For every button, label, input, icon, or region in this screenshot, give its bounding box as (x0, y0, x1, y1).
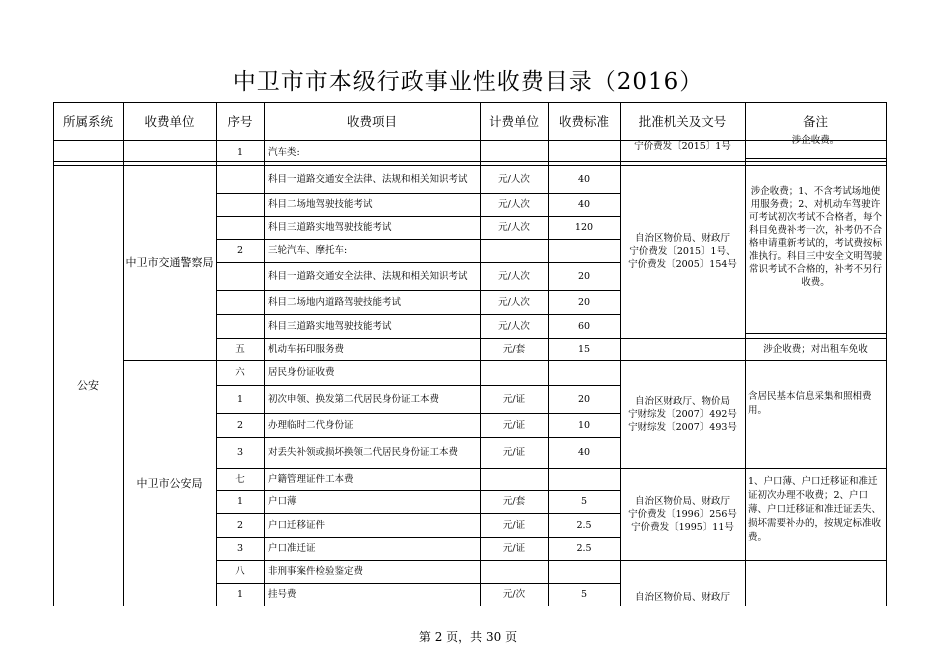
row-standard: 2.5 (576, 519, 592, 531)
row-item: 户口薄 (268, 496, 297, 507)
row-measure: 元/人次 (498, 222, 530, 233)
remark-cell: 涉企收费；对出租车免收 (763, 343, 868, 355)
system-cell: 公安 (77, 379, 99, 392)
row-measure: 元/人次 (498, 296, 530, 308)
page-title: 中卫市市本级行政事业性收费目录（2016） (232, 69, 704, 95)
row-seq: 1 (236, 496, 244, 507)
header-unit: 收费单位 (144, 113, 195, 129)
approval-line: 自治区物价局、财政厅 (634, 495, 730, 507)
header-remark: 备注 (802, 113, 828, 129)
page-footer: 第 2 页，共 30 页 (418, 630, 518, 644)
row-item: 汽车类: (268, 147, 300, 158)
approval-cell (620, 468, 745, 560)
row-standard: 40 (577, 173, 591, 185)
row-seq: 1 (236, 393, 244, 405)
remark-cell: 涉企收费。 (791, 135, 840, 146)
row-item: 对丢失补领或损坏换领二代居民身份证工本费 (268, 447, 459, 458)
row-measure: 元/证 (502, 543, 526, 554)
row-measure: 元/证 (502, 419, 526, 431)
header-approval: 批准机关及文号 (638, 113, 727, 129)
row-item: 户口迁移证件 (268, 519, 326, 531)
row-standard: 10 (577, 419, 591, 431)
row-measure: 元/证 (502, 393, 526, 405)
row-standard: 120 (574, 222, 594, 233)
row-measure: 元/套 (502, 343, 526, 355)
row-standard: 5 (580, 496, 588, 507)
row-seq: 2 (236, 519, 244, 531)
approval-line: 宁价费发〔2005〕154号 (628, 259, 737, 270)
row-item: 科目三道路实地驾驶技能考试 (268, 222, 392, 233)
row-standard: 40 (577, 199, 591, 210)
row-item: 挂号费 (268, 589, 297, 600)
header-measure: 计费单位 (488, 113, 539, 129)
row-measure: 元/人次 (498, 320, 530, 332)
row-item: 科目一道路交通安全法律、法规和相关知识考试 (268, 270, 468, 282)
row-standard: 2.5 (576, 543, 592, 554)
row-item: 办理临时二代身份证 (268, 419, 354, 431)
approval-line: 宁财综发〔2007〕492号 (628, 408, 737, 420)
row-seq: 七 (235, 473, 245, 485)
row-item: 居民身份证收费 (268, 367, 335, 378)
approval-cell: 自治区物价局、财政厅 (634, 592, 730, 603)
row-measure: 元/证 (502, 519, 526, 531)
row-standard: 20 (577, 270, 591, 282)
row-seq: 3 (236, 543, 244, 554)
approval-line: 自治区财政厅、物价局 (634, 395, 730, 407)
row-item: 户籍管理证件工本费 (268, 473, 354, 485)
row-item: 科目二场地内道路驾驶技能考试 (268, 296, 402, 308)
header-standard: 收费标准 (558, 113, 609, 129)
row-measure: 元/人次 (498, 270, 530, 282)
row-standard: 20 (577, 296, 591, 308)
remark-cell: 1、户口薄、户口迁移证和准迁证初次办理不收费；2、户口薄、户口迁移证和准迁证丢失、损坏需要补办的，按规定标准收费。 (748, 476, 882, 543)
row-seq: 3 (236, 447, 244, 458)
row-item: 初次申领、换发第二代居民身份证工本费 (268, 393, 440, 405)
row-item: 三轮汽车、摩托车: (268, 245, 348, 256)
row-item: 机动车拓印服务费 (268, 343, 345, 355)
row-standard: 5 (580, 589, 588, 600)
approval-line: 宁价费发〔1996〕256号 (628, 508, 737, 520)
row-seq: 1 (236, 589, 244, 600)
row-item: 科目三道路实地驾驶技能考试 (268, 320, 392, 332)
row-item: 科目一道路交通安全法律、法规和相关知识考试 (268, 173, 468, 185)
remark-cell: 含居民基本信息采集和照相费用。 (748, 391, 872, 416)
row-seq: 1 (236, 147, 244, 158)
row-item: 非刑事案件检验鉴定费 (268, 566, 364, 577)
header-seq: 序号 (227, 113, 253, 129)
remark-cell: 涉企收费；1、不含考试场地使用服务费；2、对机动车驾驶许可考试初次考试不合格者，每个科目免费补考一次，补考仍不合格申请重新考试的，考试费按标准执行。科目三中安全文明驾驶常识考试不合格的，补考不另行收费。 (749, 186, 883, 288)
row-seq: 2 (236, 419, 244, 431)
approval-line: 宁价费发〔1995〕11号 (631, 521, 734, 533)
row-measure: 元/证 (502, 447, 526, 458)
row-item: 科目二场地驾驶技能考试 (268, 199, 373, 210)
row-standard: 60 (577, 320, 591, 332)
row-standard: 40 (577, 447, 591, 458)
header-system: 所属系统 (62, 113, 113, 129)
header-item: 收费项目 (346, 113, 397, 129)
row-measure: 元/人次 (498, 199, 530, 210)
row-measure: 元/次 (502, 589, 526, 600)
approval-line: 自治区物价局、财政厅 (634, 233, 730, 244)
row-seq: 六 (235, 367, 245, 378)
row-standard: 15 (577, 343, 591, 355)
approval-line: 宁价费发〔2015〕1号、 (629, 246, 736, 257)
unit-police: 中卫市公安局 (136, 476, 203, 490)
approval-cell (620, 360, 745, 468)
row-measure: 元/人次 (498, 173, 530, 185)
row-seq: 八 (235, 566, 245, 577)
approval-line: 宁财综发〔2007〕493号 (628, 421, 737, 433)
row-standard: 20 (577, 393, 591, 405)
approval-cell: 宁价费发〔2015〕1号 (634, 141, 731, 152)
row-item: 户口准迁证 (268, 543, 316, 554)
unit-traffic: 中卫市交通警察局 (125, 256, 214, 269)
row-seq: 2 (236, 245, 244, 256)
approval-cell (620, 165, 745, 338)
row-seq: 五 (235, 343, 245, 355)
row-measure: 元/套 (502, 496, 526, 507)
